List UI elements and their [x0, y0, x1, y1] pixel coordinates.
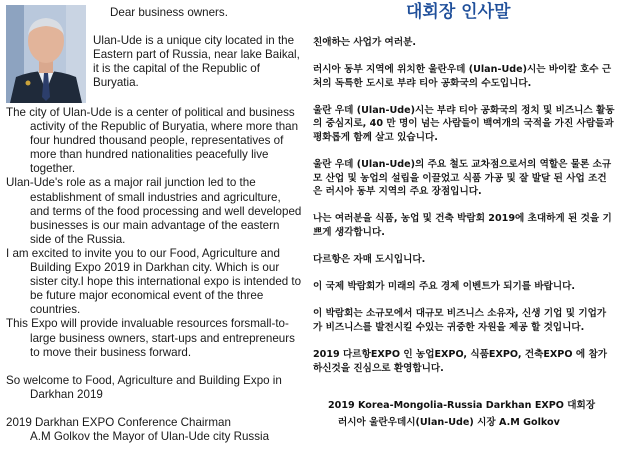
closing-paragraph: So welcome to Food, Agriculture and Building Expo in Darkhan 2019 — [6, 373, 282, 401]
korean-paragraph: 울란 우데 (Ulan-Ude)의 주요 철도 교차점으로서의 역할은 물론 소규모 산업 및 농업의 설립을 이끌었고 식품 가공 및 잘 발달 된 사업 조건은 러시아 동부 지역의 주요 장점입니다. — [313, 159, 612, 198]
korean-letter — [306, 0, 620, 459]
english-letter — [0, 0, 300, 459]
signature-title: 2019 Darkhan EXPO Conference Chairman — [6, 415, 231, 429]
korean-signature-block — [328, 397, 618, 431]
korean-title: 대회장 인사말 — [406, 2, 511, 22]
korean-paragraph: 이 국제 박람회가 미래의 주요 경제 이벤트가 되기를 바랍니다. — [313, 281, 576, 293]
paragraph: I am excited to invite you to our Food, Agriculture and Building Expo 2019 in Darkhan city. Which is our sister city.I hope this international expo is intended to be future major economical event of the three countries. — [6, 246, 302, 317]
mayor-portrait — [6, 5, 86, 103]
signature-block — [6, 416, 302, 444]
paragraph: This Expo will provide invaluable resources forsmall-to-large business owners, start-ups and entrepreneurs to move their business forward. — [6, 317, 295, 359]
korean-paragraph: 이 박람회는 소규모에서 대규모 비즈니스 소유자, 신생 기업 및 기업가가 비즈니스를 발전시킬 수있는 귀중한 자원을 제공 할 것입니다. — [313, 308, 607, 333]
paragraph: The city of Ulan-Ude is a center of political and business activity of the Republic of Buryatia, where more than four hundred thousand people, representatives of more than hundred nationalities peacefully live together. — [6, 106, 299, 176]
portrait-illustration — [6, 5, 86, 103]
korean-paragraph: 울란 우데 (Ulan-Ude)시는 부랴 티아 공화국의 정치 및 비즈니스 활동의 중심지로, 40 만 명이 넘는 사람들이 백여개의 국적을 가진 사람들과 평화롭게 함께 살고 있습니다. — [313, 104, 615, 143]
korean-signature-name: 러시아 울란우데시(Ulan-Ude) 시장 A.M Golkov — [338, 417, 560, 428]
korean-body — [313, 36, 615, 389]
signature-name: A.M Golkov the Mayor of Ulan-Ude city Russia — [30, 429, 270, 443]
intro-text: Ulan-Ude is a unique city located in the Eastern part of Russia, near lake Baikal, it is the capital of the Republic of Buryatia. — [93, 34, 300, 90]
english-body — [6, 106, 302, 444]
paragraph: Ulan-Ude's role as a major rail junction led to the establishment of small industries and agriculture, and terms of the food processing and well developed businesses is our main advantage of the eastern side of the Russia. — [6, 176, 302, 246]
intro-paragraph — [93, 34, 303, 90]
korean-paragraph: 친애하는 사업가 여러분. — [313, 37, 416, 48]
korean-signature-title: 2019 Korea-Mongolia-Russia Darkhan EXPO 대회장 — [328, 400, 596, 411]
korean-paragraph: 러시아 동부 지역에 위치한 울란우데 (Ulan-Ude)시는 바이칼 호수 근처의 독특한 도시로 부랴 티아 공화국의 수도입니다. — [313, 64, 612, 89]
korean-paragraph: 다르항은 자매 도시입니다. — [313, 254, 426, 266]
korean-paragraph: 2019 다르항EXPO 인 농업EXPO, 식품EXPO, 건축EXPO 에 참가 하신것을 진심으로 환영합니다. — [313, 348, 607, 374]
greeting: Dear business owners. — [110, 6, 228, 19]
korean-paragraph: 나는 여러분을 식품, 농업 및 건축 박람회 2019에 초대하게 된 것을 기쁘게 생각합니다. — [313, 213, 612, 238]
